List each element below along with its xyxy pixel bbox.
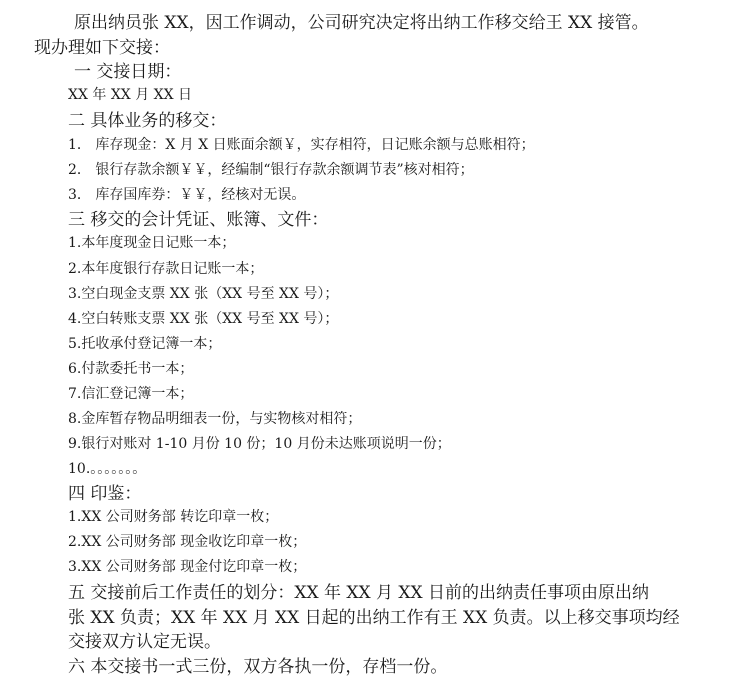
section-3-item-2: 2.本年度银行存款日记账一本； (68, 261, 264, 277)
section-1-heading: 一 交接日期： (74, 62, 182, 82)
section-3-item-4: 4.空白转账支票 XX 张（XX 号至 XX 号）； (68, 311, 339, 327)
section-3-item-10: 10.。。。。。。。 (68, 461, 147, 477)
intro-line-1: 原出纳员张 XX，因工作调动，公司研究决定将出纳工作移交给王 XX 接管。 (74, 13, 649, 33)
section-3-item-1: 1.本年度现金日记账一本； (68, 235, 236, 251)
section-4-heading: 四 印鉴： (68, 484, 142, 504)
section-6-text: 六 本交接书一式三份，双方各执一份，存档一份。 (68, 657, 448, 677)
section-2-heading: 二 具体业务的移交： (68, 111, 227, 131)
section-2-item-1: 1． 库存现金：X 月 X 日账面余额￥，实存相符，日记账余额与总账相符； (68, 137, 535, 153)
section-3-item-9: 9.银行对账对 1-10 月份 10 份；10 月份未达账项说明一份； (68, 436, 451, 452)
section-3-item-8: 8.金库暂存物品明细表一份，与实物核对相符； (68, 411, 362, 427)
section-3-item-3: 3.空白现金支票 XX 张（XX 号至 XX 号）； (68, 286, 339, 302)
section-5-line-3: 交接双方认定无误。 (68, 632, 221, 652)
section-3-item-6: 6.付款委托书一本； (68, 361, 194, 377)
section-2-item-3: 3． 库存国库券：￥￥，经核对无误。 (68, 187, 306, 203)
section-5-line-2: 张 XX 负责；XX 年 XX 月 XX 日起的出纳工作有王 XX 负责。以上移交事项均经 (68, 608, 680, 628)
section-3-item-5: 5.托收承付登记簿一本； (68, 336, 222, 352)
section-3-item-7: 7.信汇登记簿一本； (68, 386, 194, 402)
section-5-line-1: 五 交接前后工作责任的划分：XX 年 XX 月 XX 日前的出纳责任事项由原出纳 (68, 583, 650, 603)
section-4-item-1: 1.XX 公司财务部 转讫印章一枚； (68, 509, 279, 525)
section-4-item-3: 3.XX 公司财务部 现金付讫印章一枚； (68, 559, 307, 575)
section-2-item-2: 2． 银行存款余额￥￥，经编制“银行存款余额调节表”核对相符； (68, 162, 474, 178)
handover-date: XX 年 XX 月 XX 日 (68, 87, 193, 103)
section-4-item-2: 2.XX 公司财务部 现金收讫印章一枚； (68, 534, 307, 550)
section-3-heading: 三 移交的会计凭证、账簿、文件： (68, 210, 329, 230)
intro-line-2: 现办理如下交接： (34, 38, 170, 58)
